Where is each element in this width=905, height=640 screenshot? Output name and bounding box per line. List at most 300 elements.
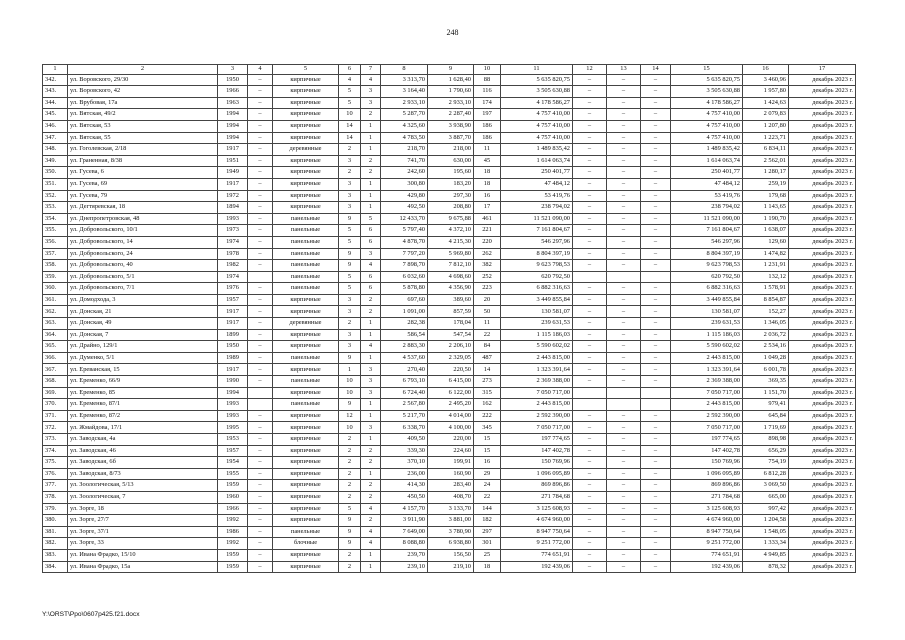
address-cell: ул. Воровского, 29/30 (68, 74, 218, 86)
row-number-cell: 375. (43, 457, 68, 469)
cost-col-13-cell: – (607, 410, 641, 422)
year-reconstructed-cell: – (248, 329, 273, 341)
row-number-cell: 348. (43, 144, 68, 156)
residents-cell: 29 (474, 468, 501, 480)
year-reconstructed-cell: – (248, 364, 273, 376)
cost-col-15-cell: 53 419,76 (671, 190, 743, 202)
completion-date-cell: декабрь 2023 г. (789, 399, 856, 411)
total-area-cell: 6 032,60 (381, 271, 428, 283)
row-number-cell: 355. (43, 225, 68, 237)
cost-col-15-cell: 2 443 815,00 (671, 399, 743, 411)
residents-cell: 186 (474, 120, 501, 132)
floors-cell: 14 (339, 132, 361, 144)
row-number-cell: 376. (43, 468, 68, 480)
year-reconstructed-cell: – (248, 225, 273, 237)
total-area-cell: 2 883,30 (381, 341, 428, 353)
cost-col-15-cell: 4 757 410,00 (671, 120, 743, 132)
total-area-cell: 4 157,70 (381, 503, 428, 515)
wall-material-cell: кирпичные (273, 515, 339, 527)
table-row (43, 213, 856, 225)
cost-col-15-cell: 620 792,50 (671, 271, 743, 283)
address-cell: ул. Добровольского, 40 (68, 260, 218, 272)
year-built-cell: 1973 (218, 225, 248, 237)
entrances-cell: 4 (361, 74, 381, 86)
address-cell: ул. Донская, 21 (68, 306, 218, 318)
completion-date-cell: декабрь 2023 г. (789, 538, 856, 550)
cost-per-sqm-cell: 8 854,87 (743, 294, 789, 306)
address-cell: ул. Заводская, 46 (68, 445, 218, 457)
living-area-cell: 9 675,88 (428, 213, 474, 225)
year-reconstructed-cell: – (248, 97, 273, 109)
completion-date-cell: декабрь 2023 г. (789, 422, 856, 434)
row-number-cell: 381. (43, 526, 68, 538)
column-number-15: 15 (671, 65, 743, 75)
table-row (43, 178, 856, 190)
address-cell: ул. Врубовая, 17а (68, 97, 218, 109)
year-reconstructed-cell: – (248, 248, 273, 260)
cost-per-sqm-cell: 1 424,63 (743, 97, 789, 109)
year-built-cell: 1959 (218, 561, 248, 573)
cost-col-14-cell: – (641, 526, 671, 538)
floors-cell: 2 (339, 434, 361, 446)
table-row (43, 468, 856, 480)
cost-col-12-cell: – (573, 260, 607, 272)
year-reconstructed-cell: – (248, 120, 273, 132)
total-cost-cell: 5 590 602,02 (501, 341, 573, 353)
residents-cell: 50 (474, 306, 501, 318)
residents-cell: 174 (474, 97, 501, 109)
total-area-cell: 370,10 (381, 457, 428, 469)
floors-cell: 3 (339, 329, 361, 341)
wall-material-cell: блочные (273, 538, 339, 550)
year-built-cell: 1990 (218, 376, 248, 388)
cost-col-15-cell: 197 774,65 (671, 434, 743, 446)
entrances-cell: 1 (361, 144, 381, 156)
cost-col-14-cell: – (641, 480, 671, 492)
table-row (43, 236, 856, 248)
cost-per-sqm-cell: 979,41 (743, 399, 789, 411)
table-row (43, 97, 856, 109)
year-built-cell: 1993 (218, 410, 248, 422)
cost-per-sqm-cell: 2 036,72 (743, 329, 789, 341)
cost-per-sqm-cell: 2 079,83 (743, 109, 789, 121)
table-row (43, 260, 856, 272)
total-area-cell: 7 898,70 (381, 260, 428, 272)
cost-col-12-cell: – (573, 97, 607, 109)
wall-material-cell: панельные (273, 526, 339, 538)
column-number-5: 5 (273, 65, 339, 75)
year-built-cell: 1994 (218, 132, 248, 144)
column-number-6: 6 (339, 65, 361, 75)
wall-material-cell: кирпичные (273, 97, 339, 109)
living-area-cell: 208,80 (428, 202, 474, 214)
cost-per-sqm-cell: 1 204,58 (743, 515, 789, 527)
wall-material-cell: кирпичные (273, 341, 339, 353)
living-area-cell: 5 969,80 (428, 248, 474, 260)
table-row (43, 86, 856, 98)
cost-col-15-cell: 3 125 608,93 (671, 503, 743, 515)
address-cell: ул. Добровольского, 10/1 (68, 225, 218, 237)
entrances-cell: 2 (361, 457, 381, 469)
completion-date-cell: декабрь 2023 г. (789, 236, 856, 248)
completion-date-cell: декабрь 2023 г. (789, 549, 856, 561)
cost-col-12-cell: – (573, 549, 607, 561)
year-reconstructed-cell: – (248, 283, 273, 295)
cost-col-12-cell: – (573, 144, 607, 156)
year-reconstructed-cell: – (248, 144, 273, 156)
total-cost-cell: 8 947 750,64 (501, 526, 573, 538)
living-area-cell: 6 415,00 (428, 376, 474, 388)
cost-col-12-cell: – (573, 155, 607, 167)
year-built-cell: 1960 (218, 491, 248, 503)
cost-col-15-cell: 271 784,68 (671, 491, 743, 503)
cost-col-13-cell: – (607, 480, 641, 492)
living-area-cell: 2 495,20 (428, 399, 474, 411)
floors-cell: 2 (339, 480, 361, 492)
total-area-cell: 282,38 (381, 318, 428, 330)
cost-col-13-cell: – (607, 132, 641, 144)
cost-col-12-cell: – (573, 225, 607, 237)
address-cell: ул. Зорге, 18 (68, 503, 218, 515)
address-cell: ул. Ивана Фрадко, 15/10 (68, 549, 218, 561)
residents-cell: 262 (474, 248, 501, 260)
address-cell: ул. Домодхода, 3 (68, 294, 218, 306)
living-area-cell: 1 790,60 (428, 86, 474, 98)
cost-col-12-cell (573, 399, 607, 411)
document-file-path: Y:\ORST\Ppo\0607p425.f21.docx (42, 611, 140, 618)
table-row (43, 480, 856, 492)
cost-col-15-cell: 7 161 804,67 (671, 225, 743, 237)
row-number-cell: 347. (43, 132, 68, 144)
wall-material-cell: панельные (273, 248, 339, 260)
table-row (43, 294, 856, 306)
entrances-cell: 3 (361, 364, 381, 376)
completion-date-cell: декабрь 2023 г. (789, 387, 856, 399)
cost-col-14-cell: – (641, 561, 671, 573)
cost-col-15-cell: 147 402,78 (671, 445, 743, 457)
year-reconstructed-cell: – (248, 236, 273, 248)
cost-col-13-cell: – (607, 352, 641, 364)
row-number-cell: 362. (43, 306, 68, 318)
table-row (43, 410, 856, 422)
year-built-cell: 1917 (218, 178, 248, 190)
table-row (43, 225, 856, 237)
floors-cell: 5 (339, 97, 361, 109)
entrances-cell: 1 (361, 132, 381, 144)
total-cost-cell: 774 651,91 (501, 549, 573, 561)
year-built-cell: 1976 (218, 283, 248, 295)
total-cost-cell: 9 251 772,00 (501, 538, 573, 550)
cost-col-15-cell: 3 505 630,88 (671, 86, 743, 98)
completion-date-cell: декабрь 2023 г. (789, 306, 856, 318)
total-cost-cell: 3 505 630,88 (501, 86, 573, 98)
wall-material-cell: кирпичные (273, 387, 339, 399)
cost-col-14-cell: – (641, 410, 671, 422)
completion-date-cell: декабрь 2023 г. (789, 260, 856, 272)
living-area-cell: 283,40 (428, 480, 474, 492)
cost-per-sqm-cell: 152,27 (743, 306, 789, 318)
living-area-cell: 4 014,00 (428, 410, 474, 422)
cost-col-14-cell: – (641, 306, 671, 318)
year-built-cell: 1951 (218, 155, 248, 167)
total-cost-cell: 2 443 815,00 (501, 352, 573, 364)
living-area-cell: 219,10 (428, 561, 474, 573)
residents-cell: 220 (474, 236, 501, 248)
year-built-cell: 1994 (218, 120, 248, 132)
entrances-cell: 1 (361, 399, 381, 411)
cost-col-12-cell (573, 271, 607, 283)
table-row (43, 549, 856, 561)
row-number-cell: 380. (43, 515, 68, 527)
total-cost-cell: 239 631,53 (501, 318, 573, 330)
year-reconstructed-cell: – (248, 468, 273, 480)
wall-material-cell: кирпичные (273, 364, 339, 376)
residents-cell: 15 (474, 434, 501, 446)
entrances-cell: 1 (361, 434, 381, 446)
address-cell: ул. Добровольского, 14 (68, 236, 218, 248)
cost-col-12-cell: – (573, 445, 607, 457)
living-area-cell: 160,90 (428, 468, 474, 480)
residents-cell: 20 (474, 294, 501, 306)
address-cell: ул. Гусева, 69 (68, 178, 218, 190)
total-cost-cell: 11 521 090,00 (501, 213, 573, 225)
cost-per-sqm-cell: 1 223,71 (743, 132, 789, 144)
cost-col-15-cell: 774 651,91 (671, 549, 743, 561)
completion-date-cell: декабрь 2023 г. (789, 457, 856, 469)
row-number-cell: 356. (43, 236, 68, 248)
cost-col-12-cell: – (573, 364, 607, 376)
table-row (43, 457, 856, 469)
floors-cell: 2 (339, 549, 361, 561)
cost-col-13-cell: – (607, 260, 641, 272)
residents-cell: 11 (474, 144, 501, 156)
cost-col-12-cell: – (573, 190, 607, 202)
floors-cell: 2 (339, 445, 361, 457)
cost-col-15-cell: 11 521 090,00 (671, 213, 743, 225)
cost-col-15-cell: 1 115 186,03 (671, 329, 743, 341)
table-row (43, 271, 856, 283)
cost-col-12-cell: – (573, 202, 607, 214)
cost-col-13-cell: – (607, 318, 641, 330)
cost-col-14-cell: – (641, 260, 671, 272)
residents-cell: 84 (474, 341, 501, 353)
year-reconstructed-cell: – (248, 538, 273, 550)
completion-date-cell: декабрь 2023 г. (789, 491, 856, 503)
total-cost-cell: 620 792,50 (501, 271, 573, 283)
year-reconstructed-cell: – (248, 561, 273, 573)
year-built-cell: 1993 (218, 213, 248, 225)
completion-date-cell: декабрь 2023 г. (789, 190, 856, 202)
living-area-cell: 220,00 (428, 434, 474, 446)
year-built-cell: 1995 (218, 422, 248, 434)
year-built-cell: 1974 (218, 271, 248, 283)
cost-col-13-cell: – (607, 97, 641, 109)
wall-material-cell: кирпичные (273, 109, 339, 121)
residents-cell: 22 (474, 491, 501, 503)
cost-col-15-cell: 239 631,53 (671, 318, 743, 330)
address-cell: ул. Донская, 49 (68, 318, 218, 330)
floors-cell: 10 (339, 422, 361, 434)
completion-date-cell: декабрь 2023 г. (789, 120, 856, 132)
cost-col-15-cell: 546 297,96 (671, 236, 743, 248)
residents-cell: 487 (474, 352, 501, 364)
year-reconstructed-cell: – (248, 190, 273, 202)
total-area-cell: 242,60 (381, 167, 428, 179)
completion-date-cell: декабрь 2023 г. (789, 167, 856, 179)
cost-per-sqm-cell: 259,19 (743, 178, 789, 190)
total-area-cell: 5 217,70 (381, 410, 428, 422)
year-reconstructed-cell: – (248, 86, 273, 98)
total-area-cell: 741,70 (381, 155, 428, 167)
year-built-cell: 1959 (218, 549, 248, 561)
residents-cell: 18 (474, 561, 501, 573)
cost-per-sqm-cell: 665,00 (743, 491, 789, 503)
cost-col-13-cell: – (607, 491, 641, 503)
total-cost-cell: 238 794,02 (501, 202, 573, 214)
year-reconstructed-cell: – (248, 167, 273, 179)
residents-cell: 18 (474, 178, 501, 190)
year-reconstructed-cell: – (248, 132, 273, 144)
cost-col-13-cell: – (607, 468, 641, 480)
entrances-cell: 1 (361, 549, 381, 561)
column-number-1: 1 (43, 65, 68, 75)
residents-cell: 16 (474, 190, 501, 202)
column-number-row (43, 65, 856, 75)
wall-material-cell: кирпичные (273, 434, 339, 446)
row-number-cell: 367. (43, 364, 68, 376)
floors-cell: 9 (339, 213, 361, 225)
living-area-cell: 156,50 (428, 549, 474, 561)
total-cost-cell: 130 581,07 (501, 306, 573, 318)
cost-col-14-cell: – (641, 248, 671, 260)
residents-cell: 11 (474, 318, 501, 330)
cost-col-14-cell (641, 271, 671, 283)
table-row (43, 190, 856, 202)
residents-cell: 17 (474, 202, 501, 214)
cost-per-sqm-cell: 1 638,07 (743, 225, 789, 237)
living-area-cell: 2 329,05 (428, 352, 474, 364)
residents-cell: 25 (474, 549, 501, 561)
year-built-cell: 1917 (218, 318, 248, 330)
cost-col-13-cell: – (607, 155, 641, 167)
cost-col-14-cell: – (641, 225, 671, 237)
cost-col-14-cell: – (641, 549, 671, 561)
living-area-cell: 4 100,00 (428, 422, 474, 434)
year-reconstructed-cell: – (248, 341, 273, 353)
total-cost-cell: 1 614 063,74 (501, 155, 573, 167)
address-cell: ул. Зоологическая, 7 (68, 491, 218, 503)
year-built-cell: 1989 (218, 352, 248, 364)
total-area-cell: 3 911,90 (381, 515, 428, 527)
wall-material-cell: панельные (273, 283, 339, 295)
cost-col-14-cell: – (641, 376, 671, 388)
wall-material-cell: кирпичные (273, 480, 339, 492)
row-number-cell: 384. (43, 561, 68, 573)
row-number-cell: 364. (43, 329, 68, 341)
cost-col-12-cell: – (573, 167, 607, 179)
address-cell: ул. Еременко, 85 (68, 387, 218, 399)
living-area-cell: 6 938,80 (428, 538, 474, 550)
living-area-cell: 389,60 (428, 294, 474, 306)
cost-col-13-cell: – (607, 248, 641, 260)
entrances-cell: 2 (361, 445, 381, 457)
total-cost-cell: 192 439,06 (501, 561, 573, 573)
total-area-cell: 4 537,60 (381, 352, 428, 364)
row-number-cell: 359. (43, 271, 68, 283)
wall-material-cell: кирпичные (273, 329, 339, 341)
entrances-cell: 4 (361, 538, 381, 550)
residents-cell: 16 (474, 457, 501, 469)
living-area-cell: 2 933,10 (428, 97, 474, 109)
wall-material-cell: кирпичные (273, 503, 339, 515)
cost-col-15-cell: 130 581,07 (671, 306, 743, 318)
residents-cell: 24 (474, 480, 501, 492)
cost-col-15-cell: 8 804 397,19 (671, 248, 743, 260)
table-row (43, 399, 856, 411)
cost-col-12-cell: – (573, 352, 607, 364)
address-cell: ул. Еременко, 87/2 (68, 410, 218, 422)
table-row (43, 318, 856, 330)
living-area-cell: 178,04 (428, 318, 474, 330)
entrances-cell: 1 (361, 352, 381, 364)
year-built-cell: 1957 (218, 294, 248, 306)
residents-cell: 45 (474, 155, 501, 167)
table-row (43, 202, 856, 214)
cost-col-14-cell: – (641, 178, 671, 190)
entrances-cell: 3 (361, 387, 381, 399)
total-area-cell: 6 338,70 (381, 422, 428, 434)
wall-material-cell: панельные (273, 225, 339, 237)
total-cost-cell: 1 115 186,03 (501, 329, 573, 341)
cost-col-13-cell: – (607, 515, 641, 527)
cost-col-15-cell: 6 882 316,63 (671, 283, 743, 295)
wall-material-cell: кирпичные (273, 155, 339, 167)
cost-col-12-cell: – (573, 468, 607, 480)
wall-material-cell: кирпичные (273, 445, 339, 457)
completion-date-cell: декабрь 2023 г. (789, 74, 856, 86)
wall-material-cell: кирпичные (273, 457, 339, 469)
total-cost-cell: 4 178 586,27 (501, 97, 573, 109)
completion-date-cell: декабрь 2023 г. (789, 213, 856, 225)
row-number-cell: 382. (43, 538, 68, 550)
cost-col-13-cell: – (607, 236, 641, 248)
cost-col-14-cell: – (641, 515, 671, 527)
year-reconstructed-cell: – (248, 457, 273, 469)
column-number-10: 10 (474, 65, 501, 75)
year-reconstructed-cell: – (248, 503, 273, 515)
floors-cell: 9 (339, 399, 361, 411)
table-row (43, 352, 856, 364)
table-row (43, 155, 856, 167)
row-number-cell: 344. (43, 97, 68, 109)
completion-date-cell: декабрь 2023 г. (789, 364, 856, 376)
address-cell: ул. Дегтяревская, 18 (68, 202, 218, 214)
cost-col-15-cell: 192 439,06 (671, 561, 743, 573)
entrances-cell: 6 (361, 236, 381, 248)
cost-col-12-cell: – (573, 422, 607, 434)
cost-col-13-cell: – (607, 294, 641, 306)
cost-per-sqm-cell: 1 333,34 (743, 538, 789, 550)
column-number-12: 12 (573, 65, 607, 75)
floors-cell: 9 (339, 538, 361, 550)
year-built-cell: 1974 (218, 236, 248, 248)
wall-material-cell: кирпичные (273, 132, 339, 144)
year-reconstructed-cell: – (248, 526, 273, 538)
cost-col-12-cell: – (573, 178, 607, 190)
cost-col-14-cell: – (641, 120, 671, 132)
table-row (43, 434, 856, 446)
cost-col-14-cell: – (641, 213, 671, 225)
